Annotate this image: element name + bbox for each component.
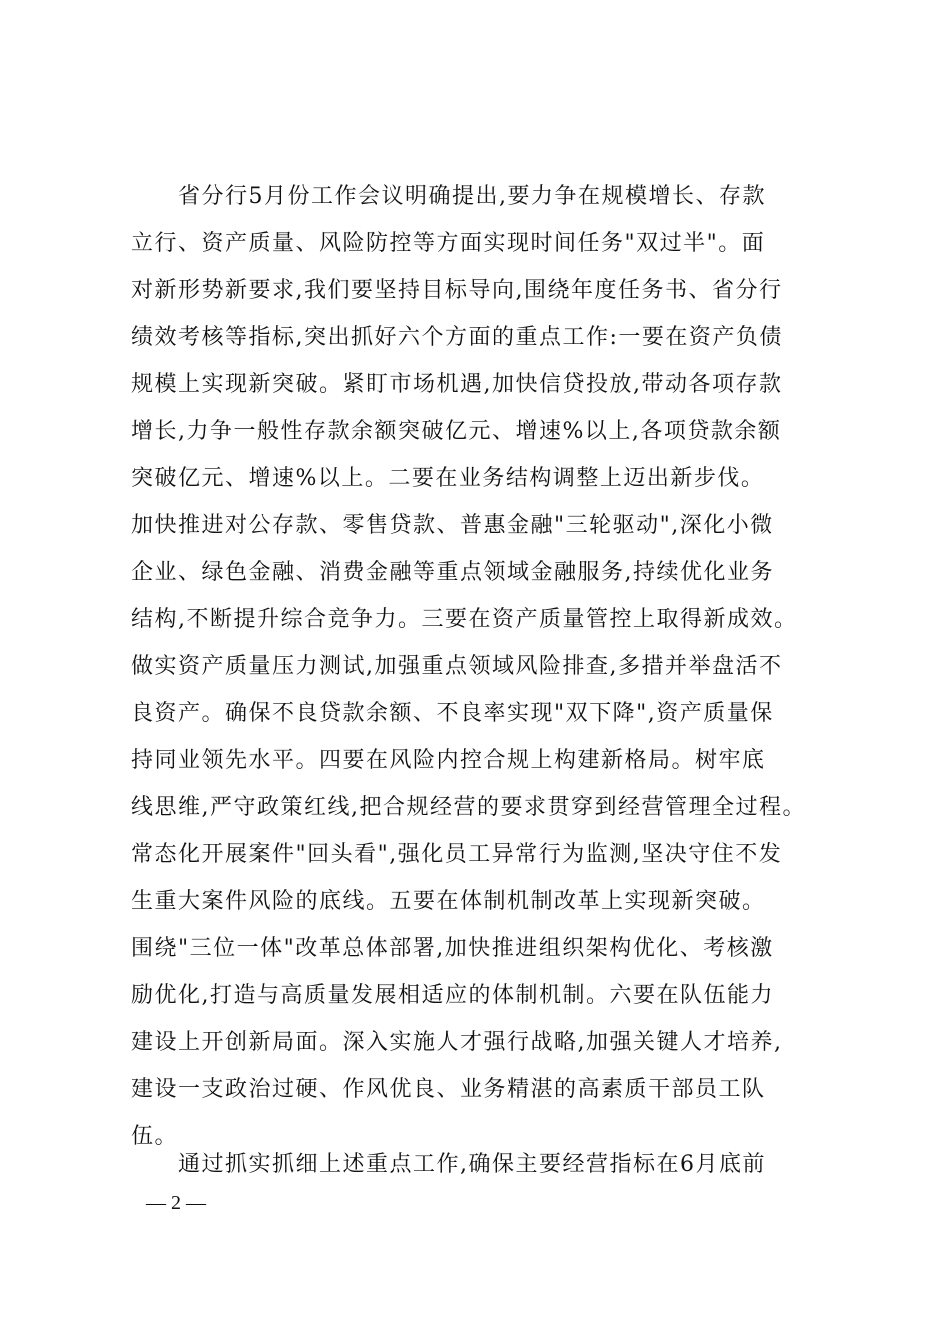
paragraph-1-line-12: 良资产。确保不良贷款余额、不良率实现"双下降",资产质量保 (131, 701, 774, 726)
paragraph-1-line-6: 增长,力争一般性存款余额突破亿元、增速%以上,各项贷款余额 (131, 419, 782, 444)
paragraph-1-line-16: 生重大案件风险的底线。五要在体制机制改革上实现新突破。 (131, 889, 766, 914)
paragraph-1-line-19: 建设上开创新局面。深入实施人才强行战略,加强关键人才培养, (131, 1030, 783, 1055)
paragraph-1-line-2: 立行、资产质量、风险防控等方面实现时间任务"双过半"。面 (131, 231, 766, 256)
paragraph-1-line-15: 常态化开展案件"回头看",强化员工异常行为监测,坚决守住不发 (131, 842, 783, 867)
paragraph-1-line-20: 建设一支政治过硬、作风优良、业务精湛的高素质干部员工队 (131, 1077, 766, 1102)
paragraph-1-line-3: 对新形势新要求,我们要坚持目标导向,围绕年度任务书、省分行 (131, 278, 783, 303)
paragraph-2-line-1: 通过抓实抓细上述重点工作,确保主要经营指标在6月底前 (178, 1152, 766, 1177)
paragraph-1-line-10: 结构,不断提升综合竞争力。三要在资产质量管控上取得新成效。 (131, 607, 798, 632)
paragraph-1-line-17: 围绕"三位一体"改革总体部署,加快推进组织架构优化、考核激 (131, 936, 774, 961)
paragraph-1-line-13: 持同业领先水平。四要在风险内控合规上构建新格局。树牢底 (131, 748, 766, 773)
paragraph-1-line-21: 伍。 (131, 1124, 179, 1149)
paragraph-1-line-11: 做实资产质量压力测试,加强重点领域风险排查,多措并举盘活不 (131, 654, 783, 679)
page-number: — 2 — (146, 1192, 206, 1214)
paragraph-1-line-4: 绩效考核等指标,突出抓好六个方面的重点工作:一要在资产负债 (131, 325, 783, 350)
paragraph-1-line-5: 规模上实现新突破。紧盯市场机遇,加快信贷投放,带动各项存款 (131, 372, 783, 397)
paragraph-1-line-9: 企业、绿色金融、消费金融等重点领域金融服务,持续优化业务 (131, 560, 774, 585)
paragraph-1-line-14: 线思维,严守政策红线,把合规经营的要求贯穿到经营管理全过程。 (131, 795, 806, 820)
paragraph-1-line-8: 加快推进对公存款、零售贷款、普惠金融"三轮驱动",深化小微 (131, 513, 774, 538)
paragraph-1-line-18: 励优化,打造与高质量发展相适应的体制机制。六要在队伍能力 (131, 983, 774, 1008)
paragraph-1-line-7: 突破亿元、增速%以上。二要在业务结构调整上迈出新步伐。 (131, 466, 765, 491)
paragraph-1-line-1: 省分行5月份工作会议明确提出,要力争在规模增长、存款 (178, 184, 766, 209)
